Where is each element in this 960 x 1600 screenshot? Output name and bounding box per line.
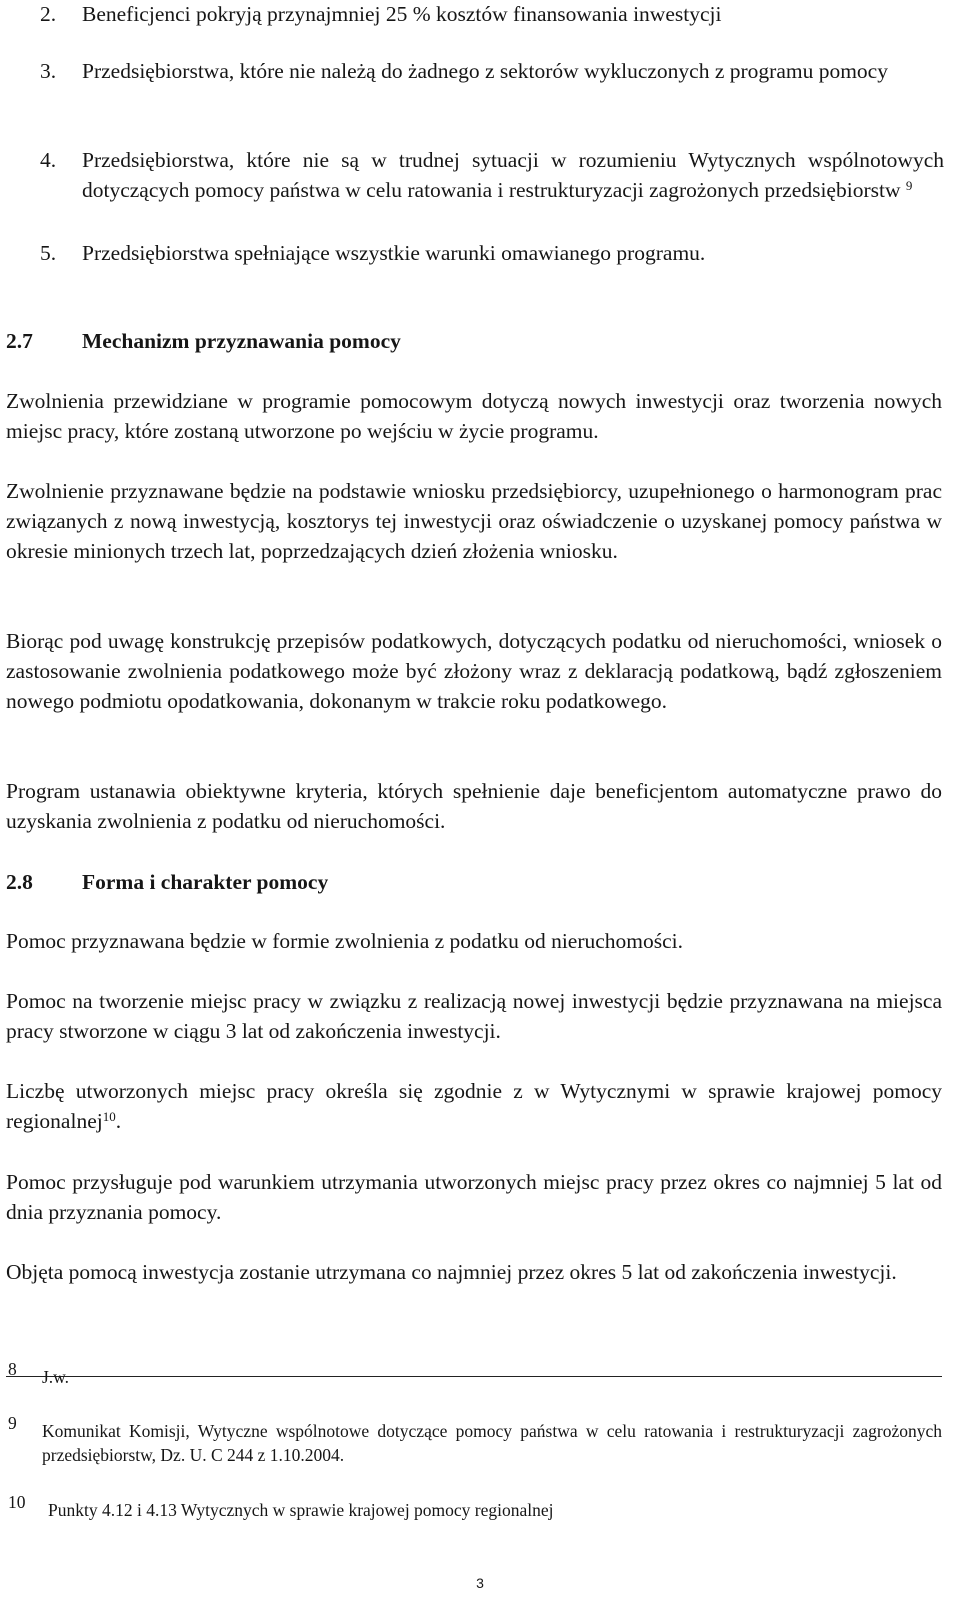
footnote-number: 9	[8, 1413, 17, 1433]
footnote-ref[interactable]: 10	[102, 1109, 116, 1124]
list-item-text: Przedsiębiorstwa spełniające wszystkie warunki omawianego programu.	[82, 241, 706, 265]
page-number: 3	[476, 1575, 484, 1591]
list-item-number: 5.	[40, 241, 57, 265]
footnote-number: 10	[8, 1492, 26, 1512]
paragraph: Pomoc na tworzenie miejsc pracy w związku z realizacją nowej inwestycji będzie przyznawana na miejsca pracy stworzone w ciągu 3 lat od zakończenia inwestycji.	[6, 989, 942, 1043]
paragraph: Pomoc przyznawana będzie w formie zwolnienia z podatku od nieruchomości.	[6, 929, 684, 953]
paragraph: Zwolnienie przyznawane będzie na podstawie wniosku przedsiębiorcy, uzupełnionego o harmonogram prac związanych z nową inwestycją, kosztorys tej inwestycji oraz oświadczenie o uzyskanej pomocy państwa w okresie minionych trzech lat, poprzedzających dzień złożenia wniosku.	[6, 479, 942, 563]
list-item-text: Beneficjenci pokryją przynajmniej 25 % kosztów finansowania inwestycji	[82, 2, 722, 26]
paragraph-trailer: .	[115, 1109, 122, 1133]
section-number: 2.8	[6, 870, 33, 894]
paragraph: Zwolnienia przewidziane w programie pomocowym dotyczą nowych inwestycji oraz tworzenia nowych miejsc pracy, które zostaną utworzone po wejściu w życie programu.	[6, 389, 942, 443]
list-item-text	[82, 145, 944, 205]
paragraph: Program ustanawia obiektywne kryteria, których spełnienie daje beneficjentom automatyczne prawo do uzyskania zwolnienia z podatku od nieruchomości.	[6, 779, 942, 833]
paragraph: Biorąc pod uwagę konstrukcję przepisów podatkowych, dotyczących podatku od nieruchomości, wniosek o zastosowanie zwolnienia podatkowego może być złożony wraz z deklaracją podatkową, bądź zgłoszeniem nowego podmiotu opodatkowania, dokonanym w trakcie roku podatkowego.	[6, 629, 942, 713]
paragraph-text: Liczbę utworzonych miejsc pracy określa się zgodnie z w Wytycznymi w sprawie krajowej pomocy regionalnej	[6, 1079, 942, 1133]
footnote-text: Komunikat Komisji, Wytyczne wspólnotowe dotyczące pomocy państwa w celu ratowania i restrukturyzacji zagrożonych przedsiębiorstw, Dz. U. C 244 z 1.10.2004.	[42, 1421, 942, 1465]
footnote-number: 8	[8, 1359, 17, 1379]
section-title: Forma i charakter pomocy	[82, 870, 329, 894]
list-item-number: 4.	[40, 148, 57, 172]
list-item-number: 2.	[40, 2, 57, 26]
paragraph: Pomoc przysługuje pod warunkiem utrzymania utworzonych miejsc pracy przez okres co najmniej 5 lat od dnia przyznania pomocy.	[6, 1170, 942, 1224]
list-item-text: Przedsiębiorstwa, które nie należą do żadnego z sektorów wykluczonych z programu pomocy	[82, 59, 888, 83]
footnote-ref[interactable]: 9	[905, 178, 913, 193]
list-item-number: 3.	[40, 59, 57, 83]
section-title: Mechanizm przyznawania pomocy	[82, 329, 401, 353]
paragraph: Objęta pomocą inwestycja zostanie utrzymana co najmniej przez okres 5 lat od zakończenia inwestycji.	[6, 1260, 897, 1284]
list-item-text-body: Przedsiębiorstwa, które nie są w trudnej sytuacji w rozumieniu Wytycznych wspólnotowych dotyczących pomocy państwa w celu ratowania i restrukturyzacji zagrożonych przedsiębiorstw	[82, 148, 944, 202]
footnote-text: Punkty 4.12 i 4.13 Wytycznych w sprawie krajowej pomocy regionalnej	[48, 1500, 554, 1520]
paragraph	[6, 1076, 942, 1136]
footnote-text: J.w.	[42, 1367, 70, 1387]
section-number: 2.7	[6, 329, 33, 353]
